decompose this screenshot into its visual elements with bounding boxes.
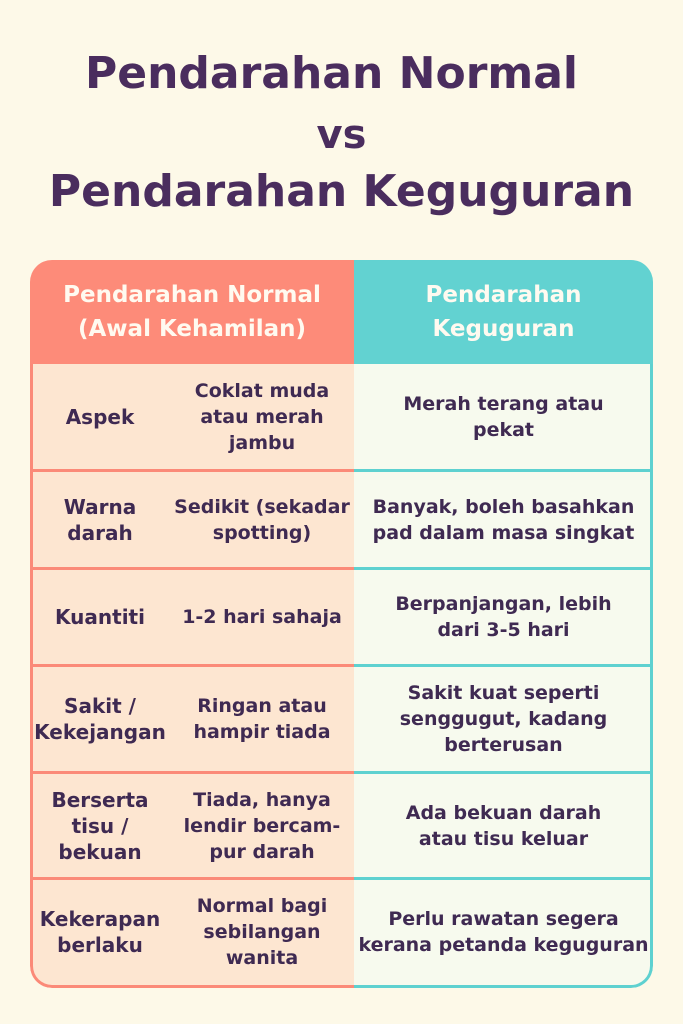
table-row: [30, 879, 653, 985]
comparison-table: [30, 260, 653, 988]
aspect-cell: Warna darah: [63, 494, 137, 545]
normal-cell: Coklat muda atau merah jambu: [194, 380, 330, 454]
normal-cell: Ringan atau hampir tiada: [193, 695, 331, 743]
table-row: [30, 666, 653, 772]
normal-cell: 1-2 hari sahaja: [182, 606, 342, 628]
miscarriage-cell: Sakit kuat seperti senggugut, kadang berterusan: [399, 682, 608, 756]
title-line-3: Pendarahan Keguguran: [48, 166, 635, 217]
header-normal: Pendarahan Normal (Awal Kehamilan): [30, 260, 354, 364]
normal-cell: Normal bagi sebilangan wanita: [196, 895, 328, 969]
aspect-cell: Kuantiti: [55, 605, 145, 629]
aspect-cell: Kekerapan berlaku: [39, 907, 161, 957]
title-vs: vs: [316, 112, 367, 158]
normal-cell: Tiada, hanya lendir bercam- pur darah: [183, 788, 341, 863]
miscarriage-cell: Perlu rawatan segera kerana petanda keguguran: [358, 908, 649, 956]
table-row: [30, 364, 653, 470]
title-line-1: Pendarahan Normal: [84, 48, 579, 99]
aspect-cell: Aspek: [65, 405, 135, 429]
header-miscarriage: Pendarahan Keguguran: [354, 260, 653, 364]
normal-cell: Sedikit (sekadar spotting): [174, 495, 350, 544]
miscarriage-cell: Banyak, boleh basahkan pad dalam masa singkat: [372, 495, 635, 544]
aspect-cell: Sakit / Kekejangan: [34, 694, 166, 744]
miscarriage-cell: Ada bekuan darah atau tisu keluar: [405, 801, 602, 850]
aspect-cell: Berserta tisu / bekuan: [51, 787, 149, 864]
table-row: [30, 569, 653, 665]
table-row: [30, 471, 653, 568]
miscarriage-cell: Berpanjangan, lebih dari 3-5 hari: [395, 593, 612, 641]
table-row: [30, 773, 653, 878]
miscarriage-cell: Merah terang atau pekat: [403, 393, 604, 441]
